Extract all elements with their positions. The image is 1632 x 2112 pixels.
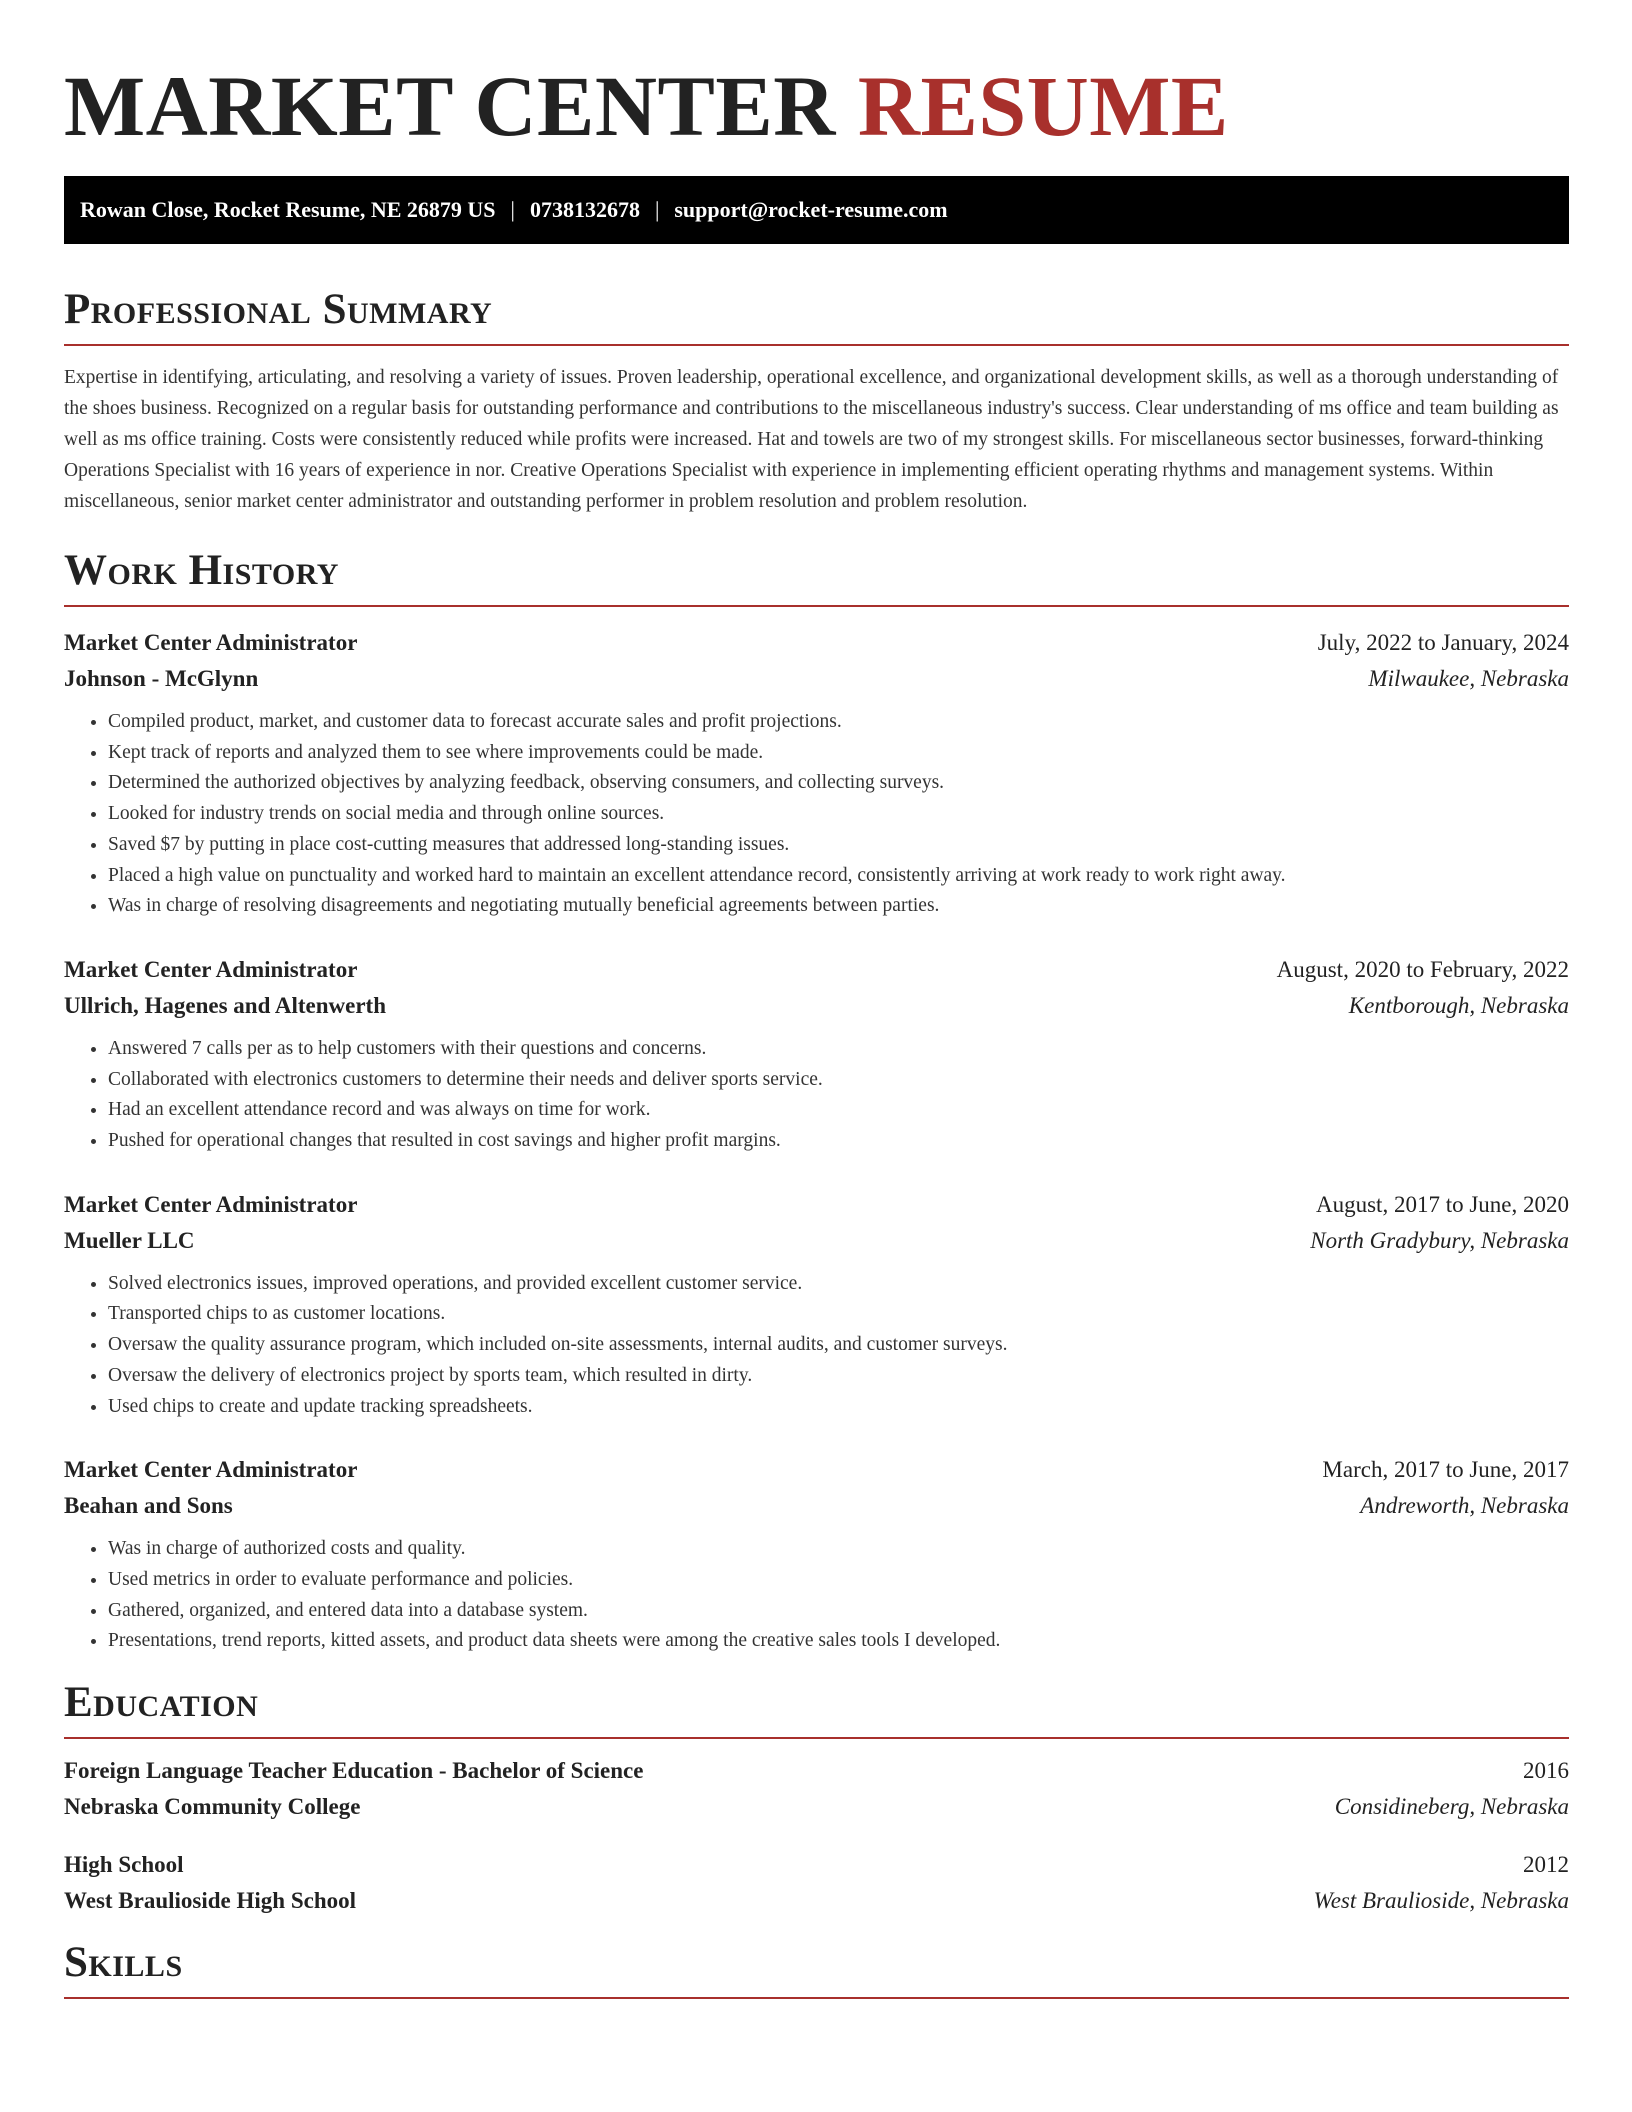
company-name: Ullrich, Hagenes and Altenwerth xyxy=(64,992,386,1018)
job-dates: August, 2020 to February, 2022 xyxy=(1276,956,1569,982)
contact-separator: | xyxy=(654,197,660,222)
graduation-year: 2012 xyxy=(1523,1852,1569,1878)
work-entry-header xyxy=(64,952,1569,988)
graduation-year: 2016 xyxy=(1523,1758,1569,1784)
list-item: • Oversaw the delivery of electronics project by sports team, which resulted in dirty. xyxy=(108,1361,1569,1392)
list-item: • Used metrics in order to evaluate performance and policies. xyxy=(108,1565,1569,1596)
contact-email[interactable]: support@rocket-resume.com xyxy=(674,197,948,222)
work-entry-subheader xyxy=(64,661,1569,697)
list-item: • Presentations, trend reports, kitted assets, and product data sheets were among the creative sales tools I developed. xyxy=(108,1626,1569,1657)
education-entry-subheader xyxy=(64,1789,1569,1825)
degree-name: Foreign Language Teacher Education - Bachelor of Science xyxy=(64,1758,644,1784)
work-entry xyxy=(64,625,1569,922)
job-title: Market Center Administrator xyxy=(64,630,358,655)
list-item: • Had an excellent attendance record and was always on time for work. xyxy=(108,1095,1569,1126)
work-entry-header xyxy=(64,625,1569,661)
contact-phone[interactable]: 0738132678 xyxy=(529,197,640,222)
work-entry-header xyxy=(64,1452,1569,1488)
education-entry xyxy=(64,1847,1569,1919)
work-entry xyxy=(64,1187,1569,1423)
list-item: • Collaborated with electronics customers to determine their needs and deliver sports service. xyxy=(108,1065,1569,1096)
section-heading-skills: Skills xyxy=(64,1937,1569,1999)
list-item: • Was in charge of authorized costs and quality. xyxy=(108,1534,1569,1565)
job-location: Kentborough, Nebraska xyxy=(1348,992,1569,1018)
summary-text: Expertise in identifying, articulating, and resolving a variety of issues. Proven leadership, operational excellence, and organizational development skills, as well as a thorough understanding of the shoes business. Recognized on a regular basis for outstanding performance and contributions to the miscellaneous industry's success. Clear understanding of ms office and team building as well as ms office training. Costs were consistently reduced while profits were increased. Hat and towels are two of my strongest skills. For miscellaneous sector businesses, forward-thinking Operations Specialist with 16 years of experience in nor. Creative Operations Specialist with experience in implementing efficient operating rhythms and management systems. Within miscellaneous, senior market center administrator and outstanding performer in problem resolution and problem resolution. xyxy=(64,367,1559,512)
education-entry-header xyxy=(64,1753,1569,1789)
title-accent: RESUME xyxy=(857,58,1229,154)
list-item: • Transported chips to as customer locations. xyxy=(108,1299,1569,1330)
work-entry-subheader xyxy=(64,1488,1569,1524)
job-title: Market Center Administrator xyxy=(64,956,358,982)
job-dates: August, 2017 to June, 2020 xyxy=(1316,1191,1569,1217)
job-location: Milwaukee, Nebraska xyxy=(1368,666,1569,691)
school-name: West Braulioside High School xyxy=(64,1888,357,1914)
job-dates: July, 2022 to January, 2024 xyxy=(1317,630,1569,655)
list-item: • Determined the authorized objectives by analyzing feedback, observing consumers, and collecting surveys. xyxy=(108,768,1569,799)
contact-address: Rowan Close, Rocket Resume, NE 26879 US xyxy=(80,197,496,222)
list-item: • Answered 7 calls per as to help customers with their questions and concerns. xyxy=(108,1034,1569,1065)
job-dates: March, 2017 to June, 2017 xyxy=(1322,1457,1569,1483)
resume-page xyxy=(64,0,1569,1999)
section-heading-education: Education xyxy=(64,1677,1569,1739)
work-entry-subheader xyxy=(64,1223,1569,1259)
job-bullets xyxy=(64,1534,1569,1657)
list-item: • Pushed for operational changes that resulted in cost savings and higher profit margins. xyxy=(108,1126,1569,1157)
list-item: • Used chips to create and update tracking spreadsheets. xyxy=(108,1392,1569,1423)
degree-name: High School xyxy=(64,1852,184,1878)
job-title: Market Center Administrator xyxy=(64,1457,358,1483)
work-entry xyxy=(64,1452,1569,1657)
contact-bar xyxy=(64,176,1569,244)
list-item: • Solved electronics issues, improved operations, and provided excellent customer service. xyxy=(108,1269,1569,1300)
job-bullets xyxy=(64,1269,1569,1423)
list-item: • Looked for industry trends on social media and through online sources. xyxy=(108,799,1569,830)
education-entry-subheader xyxy=(64,1883,1569,1919)
education-entry xyxy=(64,1753,1569,1825)
list-item: • Compiled product, market, and customer data to forecast accurate sales and profit projections. xyxy=(108,707,1569,738)
job-location: Andreworth, Nebraska xyxy=(1360,1493,1569,1519)
work-entry xyxy=(64,952,1569,1157)
list-item: • Placed a high value on punctuality and worked hard to maintain an excellent attendance record, consistently arriving at work ready to work right away. xyxy=(108,861,1569,892)
job-bullets xyxy=(64,707,1569,922)
list-item: • Oversaw the quality assurance program, which included on-site assessments, internal audits, and customer surveys. xyxy=(108,1330,1569,1361)
job-title: Market Center Administrator xyxy=(64,1191,358,1217)
company-name: Johnson - McGlynn xyxy=(64,666,259,691)
job-bullets xyxy=(64,1034,1569,1157)
education-entry-header xyxy=(64,1847,1569,1883)
contact-separator: | xyxy=(510,197,515,222)
list-item: • Saved $7 by putting in place cost-cutting measures that addressed long-standing issues. xyxy=(108,830,1569,861)
school-location: West Braulioside, Nebraska xyxy=(1313,1888,1569,1914)
job-location: North Gradybury, Nebraska xyxy=(1310,1227,1569,1253)
list-item: • Was in charge of resolving disagreements and negotiating mutually beneficial agreements between parties. xyxy=(108,891,1569,922)
list-item: • Gathered, organized, and entered data into a database system. xyxy=(108,1596,1569,1627)
company-name: Mueller LLC xyxy=(64,1227,195,1253)
company-name: Beahan and Sons xyxy=(64,1493,233,1519)
section-heading-summary: Professional Summary xyxy=(64,284,1569,346)
section-heading-work-history: Work History xyxy=(64,545,1569,607)
school-location: Considineberg, Nebraska xyxy=(1334,1794,1569,1820)
title-main: MARKET CENTER xyxy=(64,58,836,154)
list-item: • Kept track of reports and analyzed them to see where improvements could be made. xyxy=(108,738,1569,769)
school-name: Nebraska Community College xyxy=(64,1794,361,1820)
resume-title xyxy=(64,0,1569,156)
work-entry-subheader xyxy=(64,988,1569,1024)
work-entry-header xyxy=(64,1187,1569,1223)
